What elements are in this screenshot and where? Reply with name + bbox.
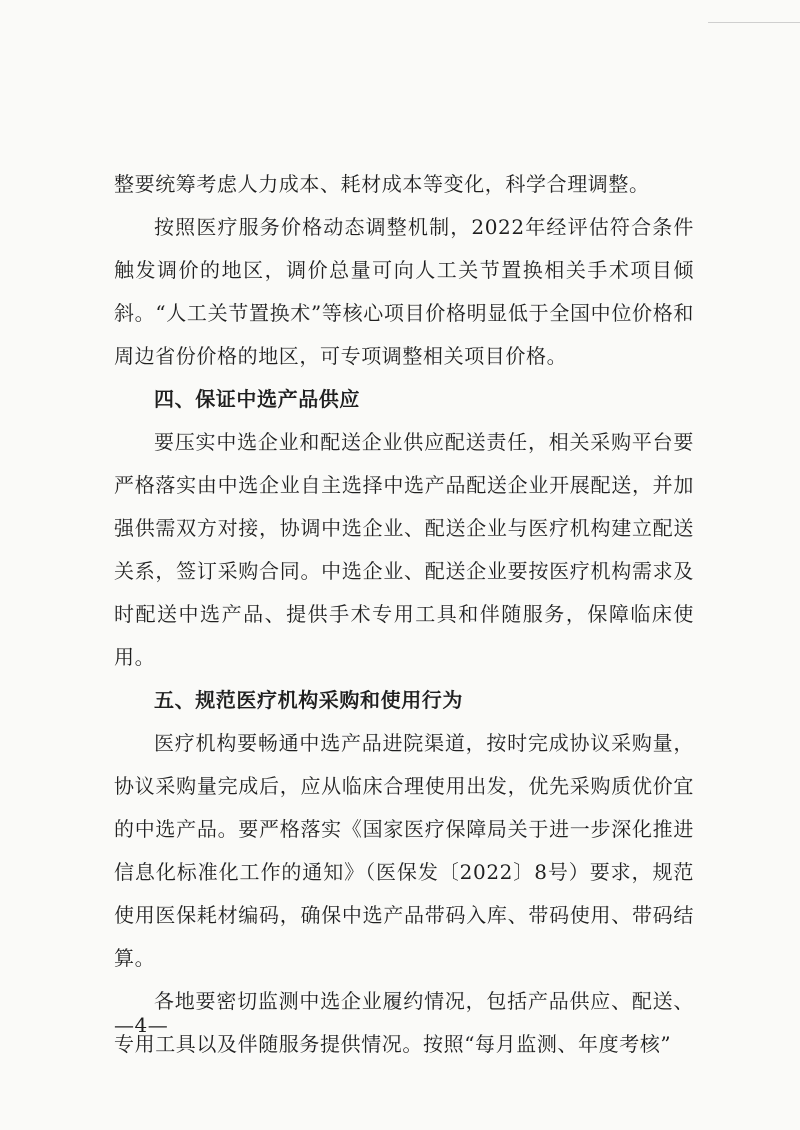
paragraph-continuation: 整要统筹考虑人力成本、耗材成本等变化，科学合理调整。 — [114, 172, 650, 196]
body-text — [114, 163, 694, 1066]
paragraph-supply: 要压实中选企业和配送企业供应配送责任，相关采购平台要严格落实由中选企业自主选择中选产品配送企业开展配送，并加强供需双方对接，协调中选企业、配送企业与医疗机构建立配送关系，签订采购合同。中选企业、配送企业要按医疗机构需求及时配送中选产品、提供手术专用工具和伴随服务，保障临床使用。 — [114, 430, 694, 669]
section-heading-supply: 四、保证中选产品供应 — [154, 387, 360, 411]
section-heading-procurement: 五、规范医疗机构采购和使用行为 — [154, 688, 463, 712]
paragraph-price-adjustment: 按照医疗服务价格动态调整机制，2022年经评估符合条件触发调价的地区，调价总量可向人工关节置换相关手术项目倾斜。“人工关节置换术”等核心项目价格明显低于全国中位价格和周边省份价格的地区，可专项调整相关项目价格。 — [114, 215, 694, 368]
corner-scan-line — [708, 22, 800, 23]
paragraph-monitoring: 各地要密切监测中选企业履约情况，包括产品供应、配送、专用工具以及伴随服务提供情况。按照“每月监测、年度考核” — [114, 989, 694, 1056]
paragraph-procurement: 医疗机构要畅通中选产品进院渠道，按时完成协议采购量，协议采购量完成后，应从临床合理使用出发，优先采购质优价宜的中选产品。要严格落实《国家医疗保障局关于进一步深化推进信息化标准化工作的通知》（医保发〔2022〕8号）要求，规范使用医保耗材编码，确保中选产品带码入库、带码使用、带码结算。 — [114, 731, 694, 970]
page-number: —4— — [114, 1013, 169, 1037]
